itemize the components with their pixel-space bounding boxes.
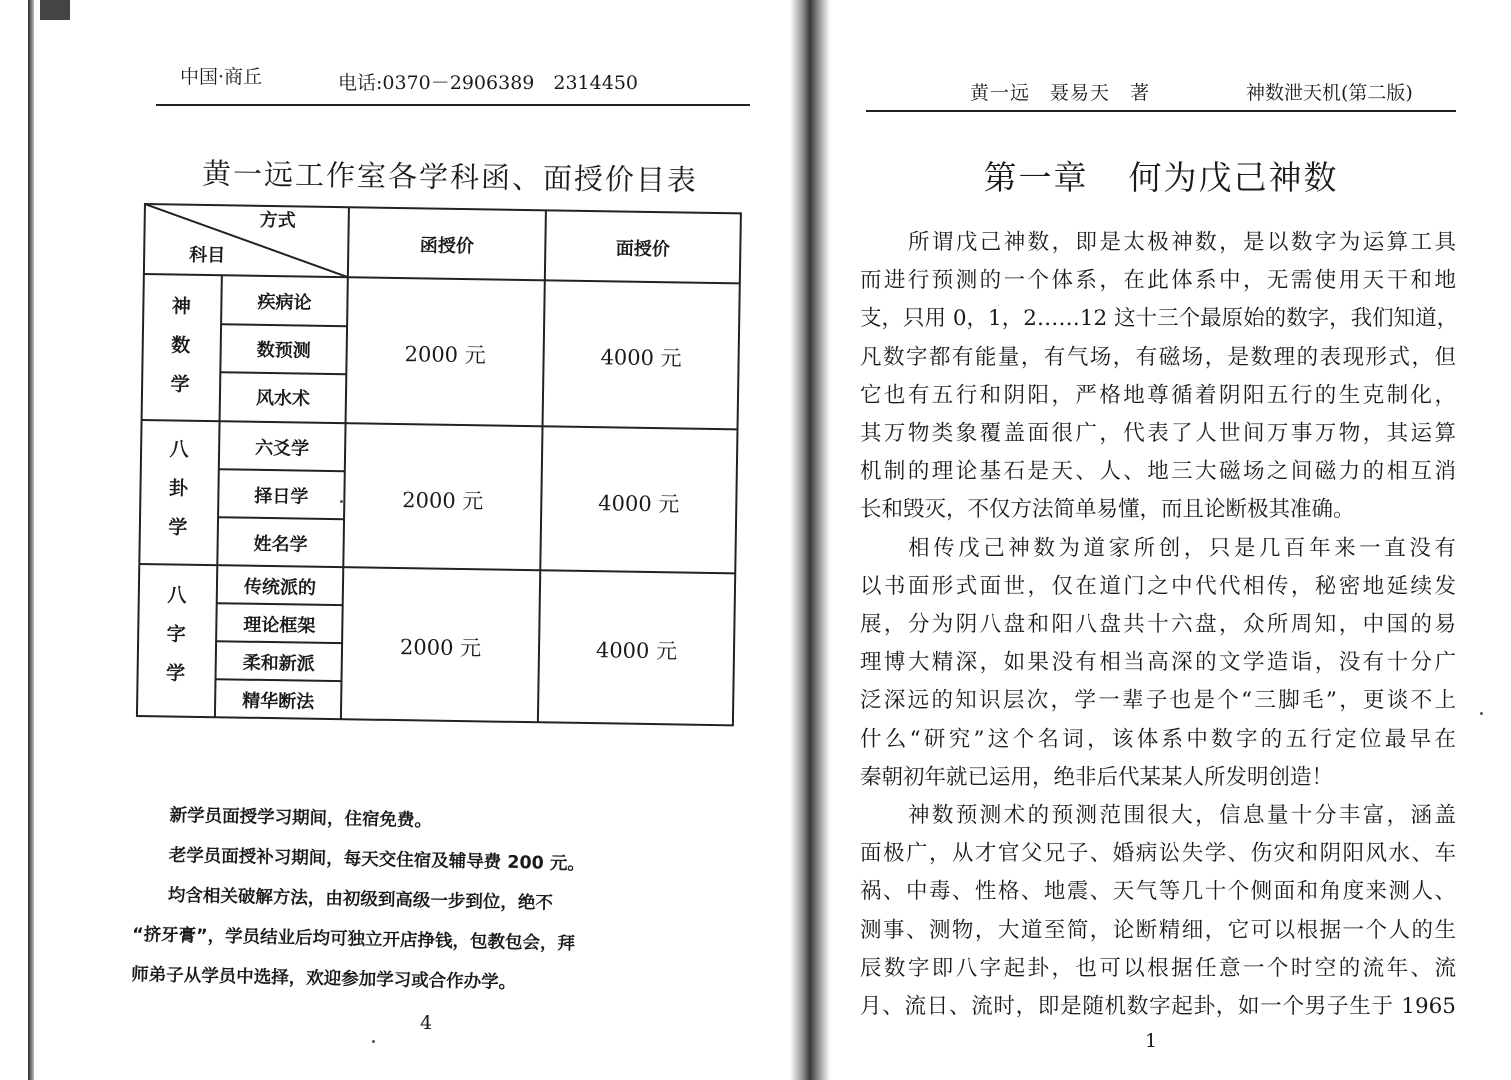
chapter-name: 何为戊己神数 — [1128, 158, 1339, 197]
body-line: 理博大精深，如果没有相当高深的文学造诣，没有十分广 — [860, 650, 1456, 676]
body-line: 神数预测术的预测范围很大，信息量十分丰富，涵盖 — [908, 803, 1456, 829]
enrollment-notes — [131, 795, 735, 1008]
group-char: 卦 — [168, 477, 189, 500]
header-authors: 黄一远 聂易天 著 — [970, 82, 1151, 104]
note-line: 均含相关破解方法，由初级到高级一步到位，绝不 — [167, 885, 554, 914]
group-char: 八 — [169, 438, 189, 461]
column-face-price: 面授价 — [615, 238, 670, 261]
mail-price-value: 2000 元 — [402, 488, 484, 514]
mail-price-value: 2000 元 — [399, 635, 482, 661]
group-char: 数 — [171, 334, 191, 357]
price-table — [135, 202, 743, 729]
table-item: 六爻学 — [254, 437, 310, 460]
table-item: 理论框架 — [243, 614, 316, 637]
table-item: 传统派的 — [243, 576, 317, 599]
body-line: 面极广，从才官父兄子、婚病讼失学、伤灾和阴阳风水、车 — [860, 841, 1456, 867]
page-edge-shadow — [28, 0, 34, 1080]
left-page-header — [156, 60, 750, 106]
table-item: 择日学 — [254, 485, 309, 508]
face-price-value: 4000 元 — [595, 638, 678, 664]
body-line: 凡数字都有能量，有气场，有磁场，是数理的表现形式，但 — [860, 344, 1456, 370]
body-line: 它也有五行和阴阳，严格地尊循着阴阳五行的生克制化， — [860, 382, 1456, 408]
group-char: 学 — [170, 373, 190, 396]
group-char: 神 — [171, 295, 192, 318]
body-line: 祸、中毒、性格、地震、天气等几十个侧面和角度来测人、 — [860, 879, 1456, 905]
note-line: 新学员面授学习期间，住宿免费。 — [169, 805, 433, 832]
table-item: 姓名学 — [253, 533, 308, 556]
chapter-number: 第一章 — [983, 158, 1089, 197]
table-item: 风水术 — [255, 387, 311, 410]
table-item: 柔和新派 — [242, 652, 315, 675]
note-line: 师弟子从学员中选择，欢迎参加学习或合作办学。 — [131, 964, 517, 994]
note-line: 老学员面授补习期间，每天交住宿及辅导费 200 元。 — [168, 845, 586, 875]
body-line: 支，只用 0，1，2……12 这十三个最原始的数字，我们知道， — [860, 306, 1459, 332]
body-line: 长和毁灭，不仅方法简单易懂，而且论断极其准确。 — [860, 497, 1355, 523]
right-page-header — [866, 68, 1456, 112]
body-line: 而进行预测的一个体系，在此体系中，无需使用天干和地 — [860, 268, 1456, 294]
header-method-label: 方式 — [259, 209, 296, 232]
header-book-title: 神数泄天机(第二版) — [1246, 82, 1413, 104]
group-char: 学 — [168, 516, 188, 539]
right-page-number: 1 — [1145, 1030, 1158, 1052]
group-char: 学 — [165, 662, 186, 685]
group-char: 字 — [166, 623, 186, 646]
body-line: 所谓戊己神数，即是太极神数，是以数字为运算工具 — [908, 230, 1456, 255]
body-line: 月、流日、流时，即是随机数字起卦，如一个男子生于 1965 — [860, 994, 1456, 1020]
body-line: 以书面形式面世，仅在道门之中代代相传，秘密地延续发 — [860, 573, 1456, 599]
note-line: “挤牙膏”，学员结业后均可独立开店挣钱，包教包会，拜 — [131, 924, 576, 955]
header-phone: 电话:0370－2906389 2314450 — [338, 72, 638, 94]
scan-speck — [1480, 712, 1483, 715]
price-table-title: 黄一远工作室各学科函、面授价目表 — [201, 156, 699, 198]
body-line: 相传戊己神数为道家所创，只是几百年来一直没有 — [908, 535, 1456, 561]
mail-price-value: 2000 元 — [404, 342, 486, 368]
scan-corner-mark — [40, 0, 70, 20]
chapter-title — [866, 152, 1456, 199]
body-line: 秦朝初年就已运用，绝非后代某某人所发明创造！ — [860, 764, 1334, 790]
column-mail-price: 函授价 — [419, 235, 475, 258]
body-line: 机制的理论基石是天、人、地三大磁场之间磁力的相互消 — [860, 459, 1456, 485]
face-price-value: 4000 元 — [598, 491, 680, 517]
chapter-body — [860, 224, 1459, 1026]
header-subject-label: 科目 — [189, 244, 226, 267]
body-line: 测事、测物，大道至简，论断精细，它可以根据一个人的生 — [860, 917, 1456, 943]
body-line: 展，分为阴八盘和阳八盘共十六盘，众所周知，中国的易 — [860, 612, 1456, 638]
table-item: 数预测 — [256, 339, 311, 362]
body-line: 辰数字即八字起卦，也可以根据任意一个时空的流年、流 — [860, 955, 1456, 981]
group-char: 八 — [167, 584, 187, 607]
book-spine — [790, 0, 830, 1080]
face-price-value: 4000 元 — [600, 345, 682, 371]
left-page-number: 4 — [420, 1012, 433, 1034]
table-item: 疾病论 — [257, 291, 312, 314]
header-location: 中国·商丘 — [180, 66, 263, 88]
body-line: 什么“研究”这个名词，该体系中数字的五行定位最早在 — [860, 726, 1456, 752]
body-line: 其万物类象覆盖面很广，代表了人世间万事万物，其运算 — [860, 421, 1456, 447]
body-line: 泛深远的知识层次，学一辈子也是个“三脚毛”，更谈不上 — [860, 688, 1456, 714]
table-item: 精华断法 — [242, 690, 315, 713]
scan-speck — [372, 1040, 375, 1043]
